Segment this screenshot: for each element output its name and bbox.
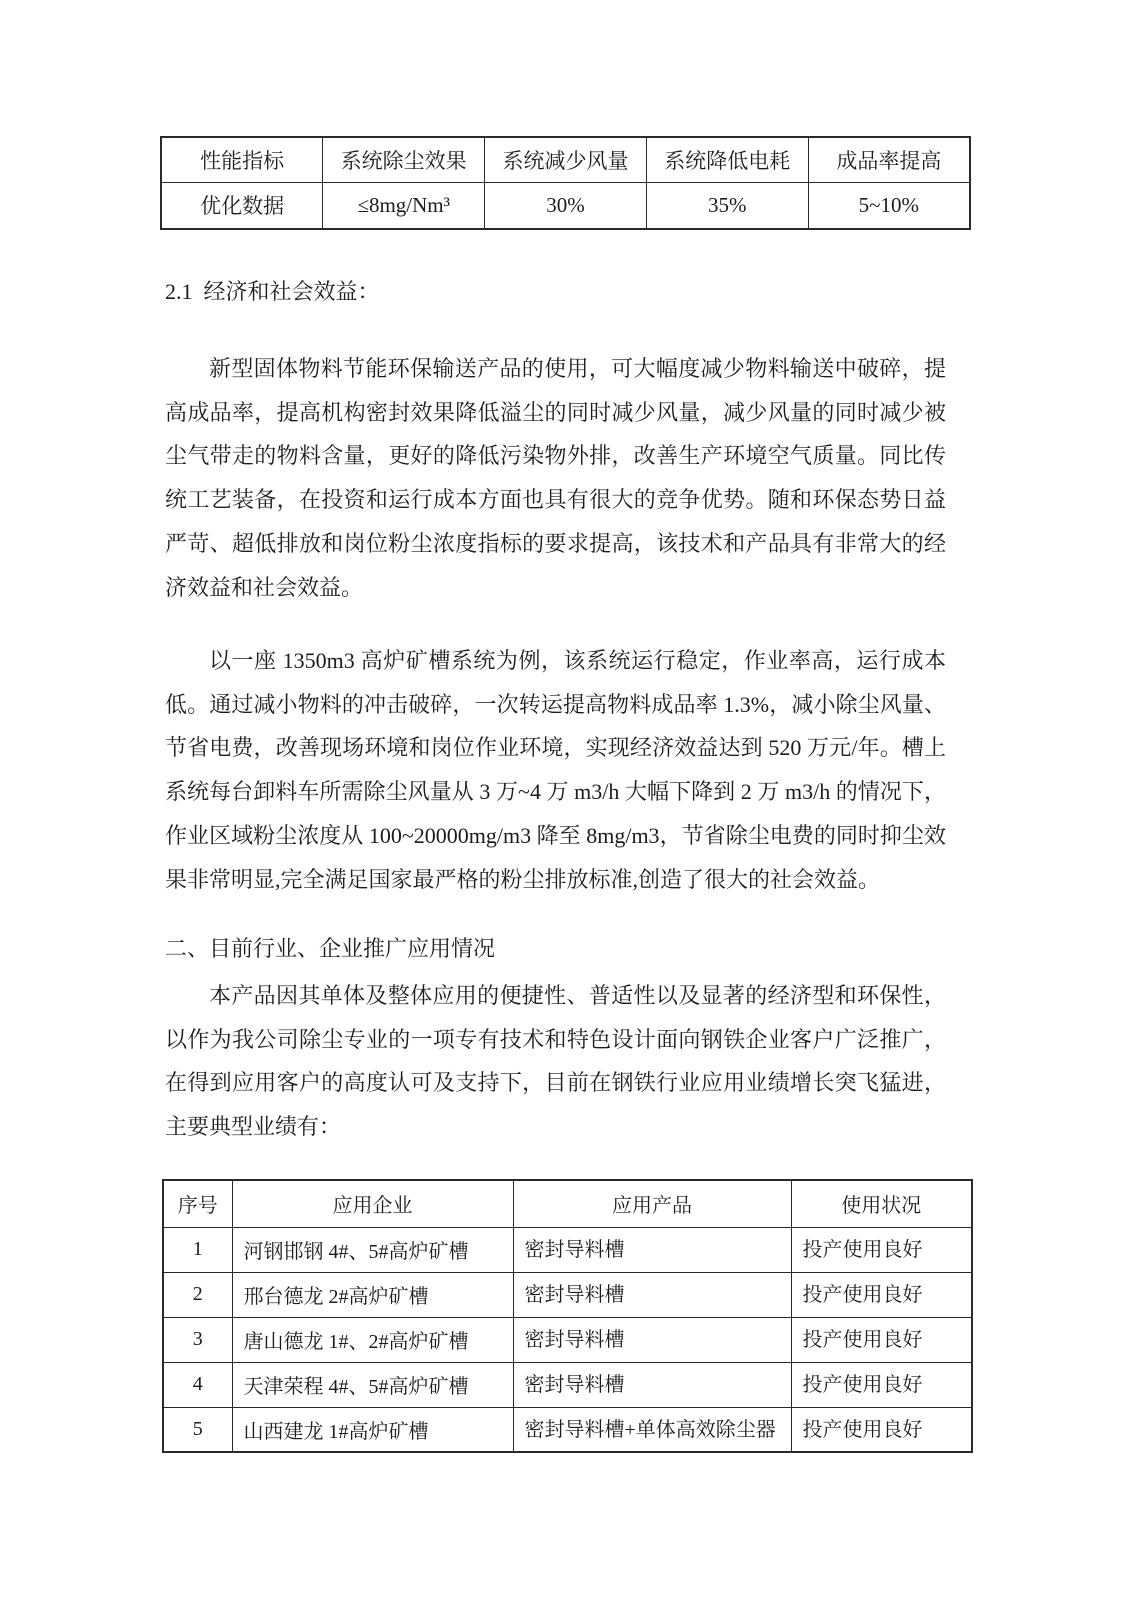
perf-data-cell: 30% — [485, 182, 647, 229]
section-heading-applications: 二、目前行业、企业推广应用情况 — [165, 936, 496, 961]
apps-cell-no: 3 — [163, 1317, 232, 1362]
apps-header-cell: 序号 — [163, 1180, 232, 1227]
applications-paragraph: 本产品因其单体及整体应用的便捷性、普适性以及显著的经济型和环保性，以作为我公司除尘专业的一项专有技术和特色设计面向钢铁企业客户广泛推广，在得到应用客户的高度认可及支持下，目前在钢铁行业应用业绩增长突飞猛进，主要典型业绩有： — [165, 983, 946, 1140]
apps-cell-no: 5 — [163, 1407, 232, 1452]
apps-cell-product: 密封导料槽 — [513, 1362, 791, 1407]
apps-cell-no: 2 — [163, 1272, 232, 1317]
apps-header-cell: 使用状况 — [791, 1180, 972, 1227]
performance-table-header-row — [161, 137, 970, 182]
apps-cell-status: 投产使用良好 — [791, 1407, 972, 1452]
apps-cell-status: 投产使用良好 — [791, 1227, 972, 1272]
apps-cell-product: 密封导料槽 — [513, 1317, 791, 1362]
apps-cell-company: 唐山德龙 1#、2#高炉矿槽 — [232, 1317, 513, 1362]
applications-table-row — [163, 1362, 972, 1407]
performance-table-data-row — [161, 182, 970, 229]
applications-table-row — [163, 1317, 972, 1362]
apps-cell-company: 天津荣程 4#、5#高炉矿槽 — [232, 1362, 513, 1407]
applications-table-row — [163, 1272, 972, 1317]
performance-table — [160, 136, 971, 230]
perf-data-cell: 优化数据 — [161, 182, 323, 229]
perf-data-cell: 35% — [646, 182, 808, 229]
apps-cell-company: 河钢邯钢 4#、5#高炉矿槽 — [232, 1227, 513, 1272]
apps-header-cell: 应用产品 — [513, 1180, 791, 1227]
benefits-paragraph-2: 以一座 1350m3 高炉矿槽系统为例，该系统运行稳定，作业率高，运行成本低。通过减小物料的冲击破碎，一次转运提高物料成品率 1.3%，减小除尘风量、节省电费，改善现场环境和岗位作业环境，实现经济效益达到 520 万元/年。槽上系统每台卸料车所需除尘风量从 3 万~4 万 m3/h 大幅下降到 2 万 m3/h 的情况下，作业区域粉尘浓度从 100~20000mg/m3 降至 8mg/m3，节省除尘电费的同时抑尘效果非常明显,完全满足国家最严格的粉尘排放标准,创造了很大的社会效益。 — [165, 648, 946, 892]
apps-cell-status: 投产使用良好 — [791, 1362, 972, 1407]
apps-cell-no: 4 — [163, 1362, 232, 1407]
apps-cell-no: 1 — [163, 1227, 232, 1272]
perf-header-cell: 系统减少风量 — [485, 137, 647, 182]
apps-cell-status: 投产使用良好 — [791, 1272, 972, 1317]
apps-cell-product: 密封导料槽 — [513, 1272, 791, 1317]
apps-cell-product: 密封导料槽+单体高效除尘器 — [513, 1407, 791, 1452]
apps-cell-status: 投产使用良好 — [791, 1317, 972, 1362]
apps-cell-company: 邢台德龙 2#高炉矿槽 — [232, 1272, 513, 1317]
perf-header-cell: 系统降低电耗 — [646, 137, 808, 182]
perf-header-cell: 性能指标 — [161, 137, 323, 182]
apps-cell-product: 密封导料槽 — [513, 1227, 791, 1272]
apps-cell-company: 山西建龙 1#高炉矿槽 — [232, 1407, 513, 1452]
benefits-paragraph-1: 新型固体物料节能环保输送产品的使用，可大幅度减少物料输送中破碎，提高成品率，提高机构密封效果降低溢尘的同时减少风量，减少风量的同时减少被尘气带走的物料含量，更好的降低污染物外排，改善生产环境空气质量。同比传统工艺装备，在投资和运行成本方面也具有很大的竞争优势。随和环保态势日益严苛、超低排放和岗位粉尘浓度指标的要求提高，该技术和产品具有非常大的经济效益和社会效益。 — [165, 356, 946, 600]
apps-header-cell: 应用企业 — [232, 1180, 513, 1227]
section-heading-benefits: 2.1 经济和社会效益： — [165, 279, 380, 304]
applications-table — [162, 1179, 973, 1453]
applications-table-header-row — [163, 1180, 972, 1227]
perf-header-cell: 成品率提高 — [808, 137, 970, 182]
applications-table-row — [163, 1407, 972, 1452]
perf-data-cell: ≤8mg/Nm³ — [323, 182, 485, 229]
perf-data-cell: 5~10% — [808, 182, 970, 229]
applications-table-row — [163, 1227, 972, 1272]
perf-header-cell: 系统除尘效果 — [323, 137, 485, 182]
